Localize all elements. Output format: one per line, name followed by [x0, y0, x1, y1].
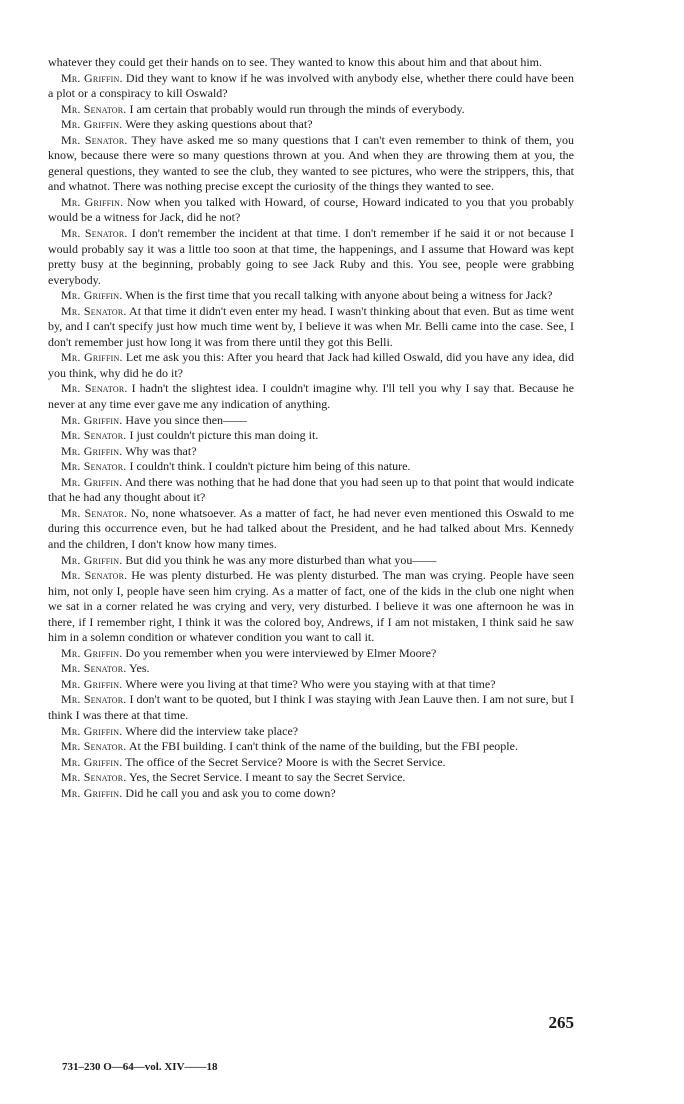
testimony-paragraph [48, 568, 574, 646]
speaker-label: Mr. Senator. [61, 770, 127, 785]
speaker-label: Mr. Senator. [61, 568, 128, 583]
testimony-text: And there was nothing that he had done that you had seen up to that point that would indicate that he had any thought about it? [48, 474, 574, 505]
speaker-label: Mr. Griffin. [61, 350, 123, 365]
testimony-text: He was plenty disturbed. He was plenty disturbed. The man was crying. People have seen him, not only I, people have seen him crying. As a matter of fact, one of the kids in the club one night when we sat in a corner related he was crying and very, very disturbed. I believe it was one afternoon he was in there, if I remember right, I think it was the colored boy, Andrews, if I am not mistaken, I think said he saw him in a solemn condition or whatever condition you want to call it. [48, 568, 574, 645]
testimony-text: Where were you living at that time? Who were you staying with at that time? [122, 676, 496, 691]
speaker-label: Mr. Senator. [61, 661, 127, 676]
testimony-text: I couldn't think. I couldn't picture him being of this nature. [126, 459, 411, 474]
testimony-paragraph [48, 117, 574, 133]
testimony-text: But did you think he was any more disturbed than what you—— [122, 552, 437, 567]
testimony-text: I am certain that probably would run through the minds of everybody. [126, 101, 465, 116]
speaker-label: Mr. Griffin. [61, 443, 123, 458]
testimony-text: Why was that? [122, 443, 197, 458]
testimony-paragraph [48, 724, 574, 740]
speaker-label: Mr. Griffin. [61, 645, 123, 660]
speaker-label: Mr. Griffin. [61, 785, 123, 800]
testimony-paragraph [48, 553, 574, 569]
speaker-label: Mr. Griffin. [61, 723, 123, 738]
speaker-label: Mr. Senator. [61, 692, 127, 707]
testimony-text: Were they asking questions about that? [122, 117, 313, 132]
testimony-paragraph [48, 102, 574, 118]
testimony-text: Did they want to know if he was involved with anybody else, whether there could have been a plot or a conspiracy to kill Oswald? [48, 70, 574, 101]
testimony-text: At the FBI building. I can't think of the name of the building, but the FBI people. [126, 739, 518, 754]
testimony-text: I don't want to be quoted, but I think I was staying with Jean Lauve then. I am not sure, but I think I was there at that time. [48, 692, 574, 722]
speaker-label: Mr. Senator. [61, 132, 128, 147]
speaker-label: Mr. Griffin. [61, 676, 123, 691]
speaker-label: Mr. Griffin. [61, 754, 123, 769]
testimony-text: Do you remember when you were interviewed by Elmer Moore? [122, 645, 437, 660]
testimony-paragraph [48, 195, 574, 226]
testimony-paragraph [48, 71, 574, 102]
speaker-label: Mr. Griffin. [61, 552, 123, 567]
print-imprint: 731–230 O—64—vol. XIV——18 [62, 1061, 218, 1073]
continued-paragraph [48, 55, 574, 71]
testimony-paragraph [48, 444, 574, 460]
testimony-text: Let me ask you this: After you heard that Jack had killed Oswald, did you have any idea, did you think, why did he do it? [48, 350, 574, 380]
speaker-label: Mr. Senator. [61, 101, 127, 116]
speaker-label: Mr. Griffin. [61, 474, 123, 489]
speaker-label: Mr. Griffin. [61, 70, 123, 85]
testimony-paragraph [48, 692, 574, 723]
testimony-paragraph [48, 288, 574, 304]
testimony-paragraph [48, 755, 574, 771]
testimony-paragraph [48, 786, 574, 802]
testimony-paragraph [48, 350, 574, 381]
testimony-text: Where did the interview take place? [122, 723, 299, 738]
testimony-text: I don't remember the incident at that time. I don't remember if he said it or not because I would probably say it was a little too soon at that time, the happenings, and I assume that Howard was kept pretty busy at the beginning, probably going to see Jack Ruby and this. You see, people were grabbing everybody. [48, 226, 574, 287]
testimony-text: I just couldn't picture this man doing it. [126, 428, 319, 443]
testimony-text: No, none whatsoever. As a matter of fact, he had never even mentioned this Oswald to me during this occurrence even, but he had talked about the President, and he had talked about Mrs. Kennedy and the children, I don't know how many times. [48, 505, 574, 551]
testimony-text: whatever they could get their hands on to see. They wanted to know this about him and that about him. [48, 55, 543, 69]
testimony-paragraph [48, 428, 574, 444]
testimony-paragraph [48, 739, 574, 755]
testimony-text: When is the first time that you recall talking with anyone about being a witness for Jack? [122, 288, 553, 303]
speaker-label: Mr. Senator. [61, 505, 128, 520]
testimony-text: Yes. [126, 661, 150, 676]
testimony-paragraph [48, 661, 574, 677]
testimony-text: Yes, the Secret Service. I meant to say the Secret Service. [126, 770, 406, 785]
testimony-paragraph [48, 304, 574, 351]
testimony-text: Did he call you and ask you to come down? [122, 785, 336, 800]
testimony-paragraph [48, 677, 574, 693]
testimony-text: The office of the Secret Service? Moore is with the Secret Service. [122, 754, 446, 769]
testimony-paragraph [48, 770, 574, 786]
speaker-label: Mr. Senator. [61, 428, 127, 443]
testimony-text: They have asked me so many questions that I can't even remember to think of them, you know, because there were so many questions thrown at you. And when they are throwing them at you, the general questions, they wanted to see the club, they wanted to see pictures, who were the strippers, this, that and whatnot. There was nothing precise except the curiosity of the things they wanted to see. [48, 132, 574, 194]
testimony-text: Now when you talked with Howard, of course, Howard indicated to you that you probably would be a witness for Jack, did he not? [48, 194, 574, 225]
testimony-paragraph [48, 475, 574, 506]
speaker-label: Mr. Senator. [61, 226, 128, 241]
speaker-label: Mr. Griffin. [61, 288, 123, 303]
testimony-paragraph [48, 459, 574, 475]
transcript-body [48, 55, 574, 801]
speaker-label: Mr. Griffin. [61, 117, 123, 132]
testimony-paragraph [48, 413, 574, 429]
testimony-text: Have you since then—— [122, 412, 248, 427]
testimony-paragraph [48, 133, 574, 195]
testimony-paragraph [48, 646, 574, 662]
speaker-label: Mr. Griffin. [61, 412, 123, 427]
testimony-paragraph [48, 506, 574, 553]
page-number: 265 [548, 1013, 574, 1032]
speaker-label: Mr. Senator. [61, 303, 127, 318]
testimony-paragraph [48, 226, 574, 288]
speaker-label: Mr. Senator. [61, 459, 127, 474]
testimony-text: I hadn't the slightest idea. I couldn't imagine why. I'll tell you why I say that. Because he never at any time ever gave me any indication of anything. [48, 381, 574, 412]
testimony-paragraph [48, 381, 574, 412]
testimony-text: At that time it didn't even enter my head. I wasn't thinking about that even. But as time went by, and I can't specify just how much time went by, I believe it was when Mr. Belli came into the case. See, I don't remember just how long it was from there until they got this Belli. [48, 303, 574, 349]
speaker-label: Mr. Senator. [61, 381, 128, 396]
speaker-label: Mr. Griffin. [61, 194, 124, 209]
speaker-label: Mr. Senator. [61, 739, 127, 754]
